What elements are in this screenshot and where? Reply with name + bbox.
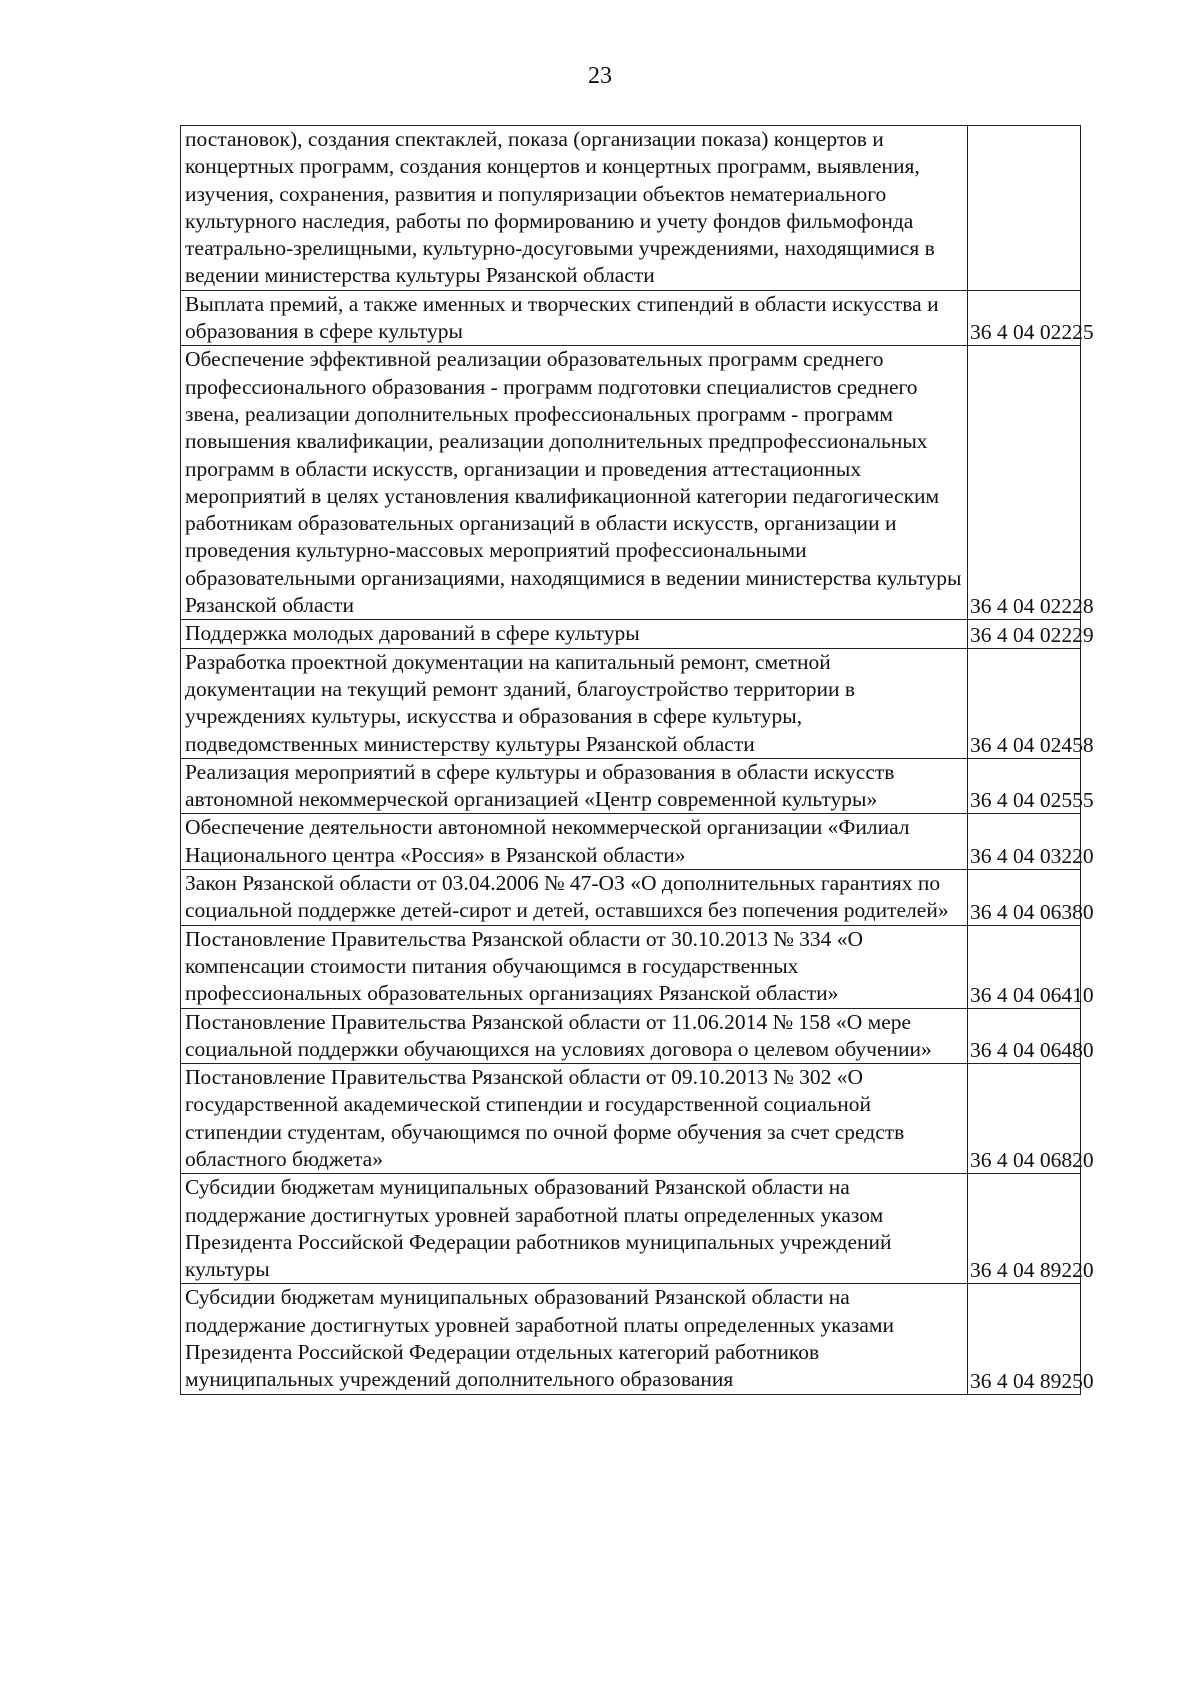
row-code-cell: 36 4 04 06380 [968, 870, 1081, 926]
table-row [181, 620, 1081, 648]
row-code-cell: 36 4 04 89220 [968, 1174, 1081, 1284]
table-row [181, 346, 1081, 620]
row-code-cell: 36 4 04 02458 [968, 648, 1081, 758]
row-name-cell: Постановление Правительства Рязанской области от 30.10.2013 № 334 «О компенсации стоимости питания обучающимся в государственных профессиональных образовательных организациях Рязанской области» [181, 925, 968, 1008]
row-code-cell: 36 4 04 06820 [968, 1064, 1081, 1174]
table-row [181, 870, 1081, 926]
table-row [181, 1284, 1081, 1394]
row-code-cell [968, 126, 1081, 291]
table-row [181, 1174, 1081, 1284]
row-code-cell: 36 4 04 02228 [968, 346, 1081, 620]
table-row [181, 1064, 1081, 1174]
table-row [181, 1008, 1081, 1064]
row-code-cell: 36 4 04 06410 [968, 925, 1081, 1008]
table-row [181, 814, 1081, 870]
row-name-cell: Обеспечение эффективной реализации образовательных программ среднего профессионального образования - программ подготовки специалистов среднего звена, реализации дополнительных профессиональных программ - программ повышения квалификации, реализации дополнительных предпрофессиональных программ в области искусств, организации и проведения аттестационных мероприятий в целях установления квалификационной категории педагогическим работникам образовательных организаций в области искусств, организации и проведения культурно-массовых мероприятий профессиональными образовательными организациями, находящимися в ведении министерства культуры Рязанской области [181, 346, 968, 620]
row-name-cell: Обеспечение деятельности автономной некоммерческой организации «Филиал Национального центра «Россия» в Рязанской области» [181, 814, 968, 870]
row-code-cell: 36 4 04 06480 [968, 1008, 1081, 1064]
table-row [181, 648, 1081, 758]
table-row [181, 758, 1081, 814]
row-code-cell: 36 4 04 89250 [968, 1284, 1081, 1394]
row-name-cell: Постановление Правительства Рязанской области от 09.10.2013 № 302 «О государственной академической стипендии и государственной социальной стипендии студентам, обучающимся по очной форме обучения за счет средств областного бюджета» [181, 1064, 968, 1174]
row-name-cell: Реализация мероприятий в сфере культуры и образования в области искусств автономной некоммерческой организацией «Центр современной культуры» [181, 758, 968, 814]
row-name-cell: Субсидии бюджетам муниципальных образований Рязанской области на поддержание достигнутых уровней заработной платы определенных указами Президента Российской Федерации отдельных категорий работников муниципальных учреждений дополнительного образования [181, 1284, 968, 1394]
row-name-cell: Субсидии бюджетам муниципальных образований Рязанской области на поддержание достигнутых уровней заработной платы определенных указом Президента Российской Федерации работников муниципальных учреждений культуры [181, 1174, 968, 1284]
row-code-cell: 36 4 04 02229 [968, 620, 1081, 648]
table-row [181, 290, 1081, 346]
row-name-cell: Поддержка молодых дарований в сфере культуры [181, 620, 968, 648]
row-code-cell: 36 4 04 02225 [968, 290, 1081, 346]
row-name-cell: Закон Рязанской области от 03.04.2006 № 47-ОЗ «О дополнительных гарантиях по социальной поддержке детей-сирот и детей, оставшихся без попечения родителей» [181, 870, 968, 926]
table-row [181, 925, 1081, 1008]
budget-classification-table [180, 125, 1094, 1395]
row-name-cell: постановок), создания спектаклей, показа (организации показа) концертов и концертных программ, создания концертов и концертных программ, выявления, изучения, сохранения, развития и популяризации объектов нематериального культурного наследия, работы по формированию и учету фондов фильмофонда театрально-зрелищными, культурно-досуговыми учреждениями, находящимися в ведении министерства культуры Рязанской области [181, 126, 968, 291]
row-name-cell: Выплата премий, а также именных и творческих стипендий в области искусства и образования в сфере культуры [181, 290, 968, 346]
row-name-cell: Постановление Правительства Рязанской области от 11.06.2014 № 158 «О мере социальной поддержки обучающихся на условиях договора о целевом обучении» [181, 1008, 968, 1064]
row-code-cell: 36 4 04 02555 [968, 758, 1081, 814]
table-row [181, 126, 1081, 291]
page-number: 23 [588, 63, 612, 89]
row-code-cell: 36 4 04 03220 [968, 814, 1081, 870]
row-name-cell: Разработка проектной документации на капитальный ремонт, сметной документации на текущий ремонт зданий, благоустройство территории в учреждениях культуры, искусства и образования в сфере культуры, подведомственных министерству культуры Рязанской области [181, 648, 968, 758]
